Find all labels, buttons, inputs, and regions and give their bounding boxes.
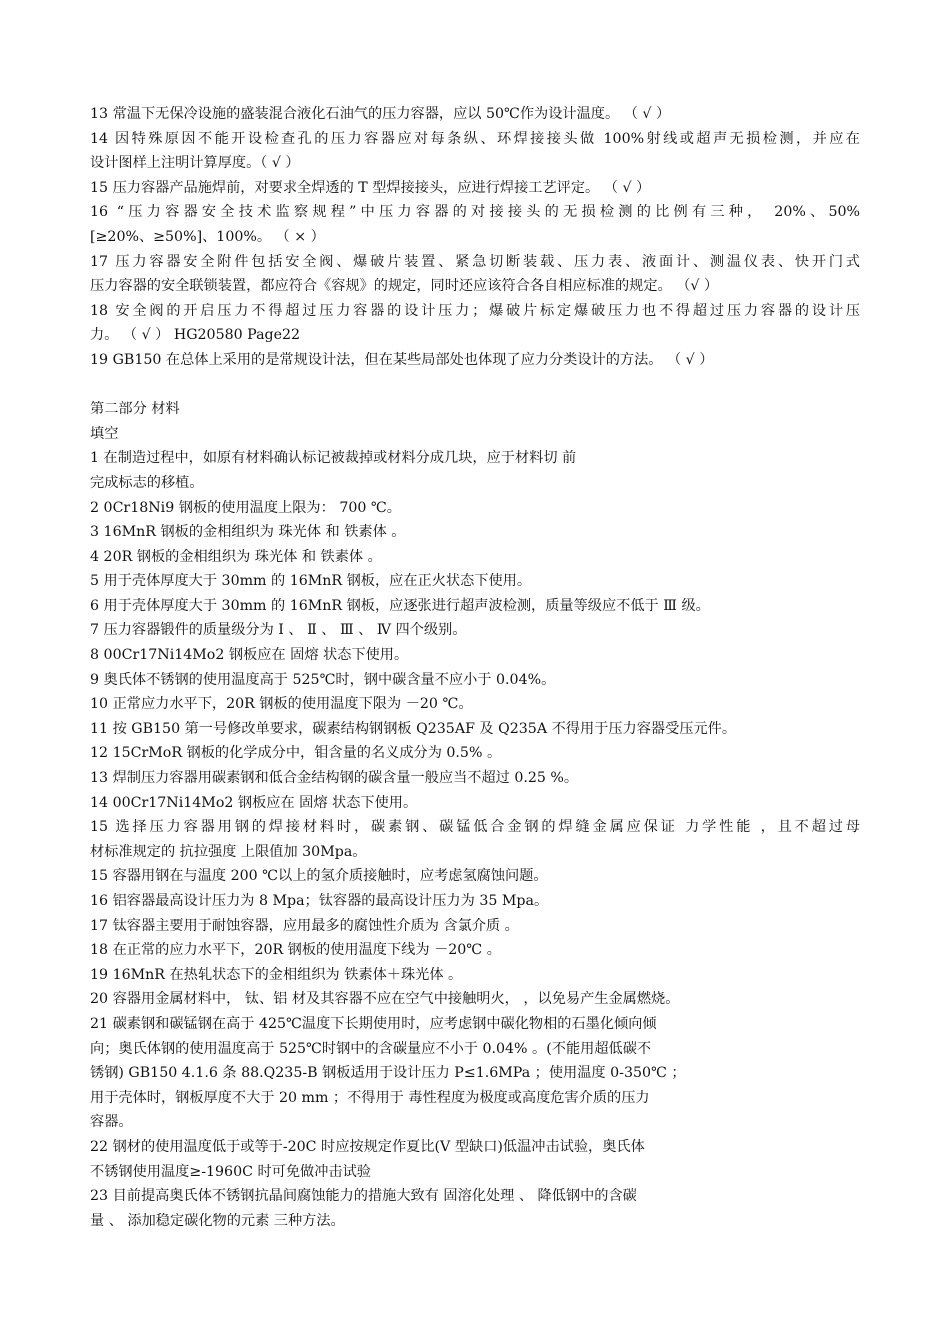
- text-line: 不锈钢使用温度≥-1960C 时可免做冲击试验: [90, 1163, 371, 1180]
- text-line: 19 GB150 在总体上采用的是常规设计法，但在某些局部处也体现了应力分类设计的方法。 （ √ ）: [90, 351, 714, 368]
- text-line: 22 钢材的使用温度低于或等于-20C 时应按规定作夏比(V 型缺口)低温冲击试验，奥氏体: [90, 1138, 645, 1155]
- text-line: 力。 （ √ ） HG20580 Page22: [90, 327, 301, 344]
- text-line: 压力容器的安全联锁装置，都应符合《容规》的规定，同时还应该符合各自相应标准的规定。 （√ ）: [90, 278, 719, 295]
- text-line: 19 16MnR 在热轧状态下的金相组织为 铁素体＋珠光体 。: [90, 966, 463, 983]
- text-line: 锈钢) GB150 4.1.6 条 88.Q235-B 钢板适用于设计压力 P≤1.6MPa ；使用温度 0-350℃ ；: [90, 1065, 686, 1082]
- part2-section: [90, 397, 870, 1233]
- text-line: 15 压力容器产品施焊前，对要求全焊透的 T 型焊接接头，应进行焊接工艺评定。 （ √ ）: [90, 179, 651, 196]
- text-line: 3 16MnR 钢板的金相组织为 珠光体 和 铁素体 。: [90, 524, 406, 541]
- text-line: 容器。: [90, 1114, 133, 1131]
- text-line: 16 铝容器最高设计压力为 8 Mpa；钛容器的最高设计压力为 35 Mpa。: [90, 893, 549, 909]
- text-line: 6 用于壳体厚度大于 30mm 的 16MnR 钢板，应逐张进行超声波检测，质量等级应不低于 Ⅲ 级。: [90, 597, 710, 614]
- text-line: 12 15CrMoR 钢板的化学成分中，钼含量的名义成分为 0.5% 。: [90, 745, 502, 762]
- text-line: 设计图样上注明计算厚度。（ √ ）: [90, 155, 300, 172]
- text-line: 完成标志的移植。: [90, 474, 204, 491]
- text-line: 10 正常应力水平下，20R 钢板的使用温度下限为 －20 ℃。: [90, 696, 473, 713]
- text-line: 16 “压力容器安全技术监察规程”中压力容器的对接接头的无损检测的比例有三种， 20%、50%: [90, 204, 860, 221]
- text-line: 15 容器用钢在与温度 200 ℃以上的氢介质接触时，应考虑氢腐蚀问题。: [90, 868, 548, 885]
- section-gap: [90, 373, 870, 398]
- text-line: 23 目前提高奥氏体不锈钢抗晶间腐蚀能力的措施大致有 固溶化处理 、 降低钢中的含碳: [90, 1188, 637, 1205]
- text-line: 4 20R 钢板的金相组织为 珠光体 和 铁素体 。: [90, 548, 382, 565]
- text-line: 17 钛容器主要用于耐蚀容器，应用最多的腐蚀性介质为 含氯介质 。: [90, 917, 519, 934]
- text-line: 7 压力容器锻件的质量级分为 Ⅰ 、 Ⅱ 、 Ⅲ 、 Ⅳ 四个级别。: [90, 622, 467, 639]
- text-line: 18 安全阀的开启压力不得超过压力容器的设计压力；爆破片标定爆破压力也不得超过压力容器的设计压: [90, 302, 860, 319]
- text-line: 20 容器用金属材料中， 钛、铝 材及其容器不应在空气中接触明火， ，以免易产生金属燃烧。: [90, 991, 680, 1008]
- text-line: 5 用于壳体厚度大于 30mm 的 16MnR 钢板，应在正火状态下使用。: [90, 573, 532, 590]
- document-page: [90, 102, 870, 1233]
- section-subtitle: 填空: [90, 425, 119, 442]
- text-line: 13 常温下无保冷设施的盛装混合液化石油气的压力容器，应以 50℃作为设计温度。 （ √ ）: [90, 106, 671, 122]
- text-line: 量 、 添加稳定碳化物的元素 三种方法。: [90, 1212, 345, 1229]
- text-line: 14 因特殊原因不能开设检查孔的压力容器应对每条纵、环焊接接头做 100%射线或超声无损检测，并应在: [90, 130, 860, 147]
- text-line: 9 奥氏体不锈钢的使用温度高于 525℃时，钢中碳含量不应小于 0.04%。: [90, 671, 556, 688]
- text-line: 8 00Cr17Ni14Mo2 钢板应在 固熔 状态下使用。: [90, 647, 409, 664]
- text-line: 用于壳体时，钢板厚度不大于 20 mm ；不得用于 毒性程度为极度或高度危害介质的压力: [90, 1089, 650, 1106]
- text-line: 17 压力容器安全附件包括安全阀、爆破片装置、紧急切断装载、压力表、液面计、测温仪表、快开门式: [90, 253, 860, 270]
- text-line: 11 按 GB150 第一号修改单要求，碳素结构钢钢板 Q235AF 及 Q235A 不得用于压力容器受压元件。: [90, 720, 737, 737]
- text-line: 18 在正常的应力水平下，20R 钢板的使用温度下线为 －20℃ 。: [90, 942, 501, 959]
- text-line: 2 0Cr18Ni9 钢板的使用温度上限为： 700 ℃。: [90, 499, 401, 516]
- section-title: 第二部分 材料: [90, 401, 180, 418]
- text-line: 15 选择压力容器用钢的焊接材料时，碳素钢、碳锰低合金钢的焊缝金属应保证 力学性能 ，且不超过母: [90, 819, 860, 836]
- text-line: 21 碳素钢和碳锰钢在高于 425℃温度下长期使用时，应考虑钢中碳化物相的石墨化倾向倾: [90, 1015, 657, 1032]
- text-line: 13 焊制压力容器用碳素钢和低合金结构钢的碳含量一般应当不超过 0.25 %。: [90, 770, 579, 787]
- text-line: 向；奥氏体钢的使用温度高于 525℃时钢中的含碳量应不小于 0.04% 。(不能用超低碳不: [90, 1040, 652, 1057]
- text-line: [≥20%、≥50%]、100%。 （ × ）: [90, 228, 325, 245]
- text-line: 14 00Cr17Ni14Mo2 钢板应在 固熔 状态下使用。: [90, 794, 418, 811]
- text-line: 材标准规定的 抗拉强度 上限值加 30Mpa。: [90, 843, 367, 860]
- part1-section: [90, 102, 870, 373]
- text-line: 1 在制造过程中，如原有材料确认标记被裁掉或材料分成几块，应于材料切 前: [90, 450, 577, 467]
